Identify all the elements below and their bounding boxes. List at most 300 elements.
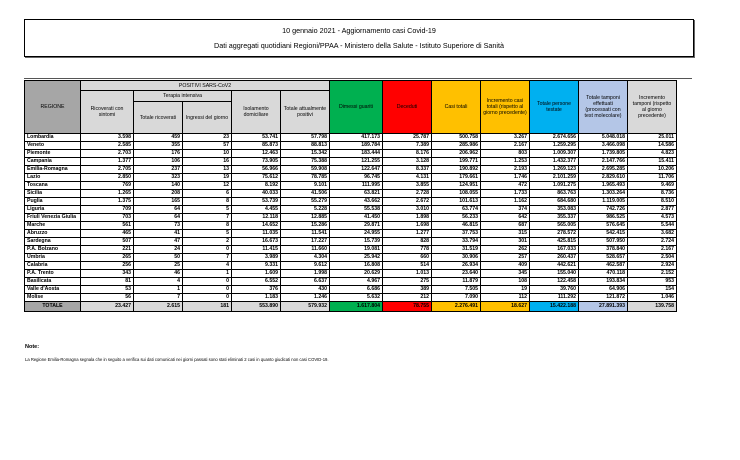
total-ricoverati: 23.427 — [81, 302, 134, 312]
cell-ti-ingressi: 23 — [183, 134, 232, 142]
cell-ricoverati: 2.705 — [81, 166, 134, 174]
total-casi-totali: 2.276.491 — [432, 302, 481, 312]
cell-totale-positivi: 88.813 — [281, 142, 330, 150]
table-row — [25, 278, 677, 286]
cell-incremento-tamponi: 8.736 — [628, 190, 677, 198]
table-row — [25, 262, 677, 270]
cell-deceduti: 3.010 — [383, 206, 432, 214]
table-row — [25, 222, 677, 230]
table-row — [25, 294, 677, 302]
cell-tamponi: 378.840 — [579, 246, 628, 254]
cell-isolamento: 14.652 — [232, 222, 281, 230]
cell-ricoverati: 2.703 — [81, 150, 134, 158]
cell-ti-totale: 46 — [134, 270, 183, 278]
group-header-positivi: POSITIVI SARS-CoV2 — [81, 81, 330, 91]
cell-incremento-tamponi: 8.510 — [628, 198, 677, 206]
cell-incremento-tamponi: 2.152 — [628, 270, 677, 278]
cell-dimessi: 121.255 — [330, 158, 383, 166]
cell-casi-totali: 7.090 — [432, 294, 481, 302]
cell-dimessi: 25.942 — [330, 254, 383, 262]
table-top-rule — [24, 78, 692, 79]
region-name-cell: P.A. Bolzano — [25, 246, 81, 254]
cell-totale-positivi: 5.228 — [281, 206, 330, 214]
cell-deceduti: 1.698 — [383, 222, 432, 230]
cell-totale-positivi: 1.246 — [281, 294, 330, 302]
col-header-isolamento: Isolamento domiciliare — [232, 91, 281, 134]
cell-tamponi: 2.695.285 — [579, 166, 628, 174]
cell-casi-totali: 7.505 — [432, 286, 481, 294]
cell-casi-totali: 33.794 — [432, 238, 481, 246]
cell-totale-positivi: 9.101 — [281, 182, 330, 190]
region-name-cell: Veneto — [25, 142, 81, 150]
region-name-cell: Basilicata — [25, 278, 81, 286]
cell-ti-ingressi: 0 — [183, 278, 232, 286]
cell-persone-testate: 122.458 — [530, 278, 579, 286]
cell-persone-testate: 39.760 — [530, 286, 579, 294]
cell-incremento-tamponi: 1.046 — [628, 294, 677, 302]
cell-isolamento: 73.905 — [232, 158, 281, 166]
cell-persone-testate: 1.009.307 — [530, 150, 579, 158]
cell-ti-totale: 25 — [134, 262, 183, 270]
cell-persone-testate: 155.040 — [530, 270, 579, 278]
cell-dimessi: 5.632 — [330, 294, 383, 302]
cell-incremento-tamponi: 953 — [628, 278, 677, 286]
cell-ti-totale: 64 — [134, 214, 183, 222]
cell-persone-testate: 260.437 — [530, 254, 579, 262]
cell-isolamento: 11.035 — [232, 230, 281, 238]
region-name-cell: Toscana — [25, 182, 81, 190]
col-header-dimessi: Dimessi guariti — [330, 81, 383, 134]
cell-dimessi: 417.173 — [330, 134, 383, 142]
region-name-cell: Lazio — [25, 174, 81, 182]
cell-ti-ingressi: 0 — [183, 286, 232, 294]
cell-incremento-tamponi: 5.544 — [628, 222, 677, 230]
cell-incremento-casi: 642 — [481, 214, 530, 222]
cell-casi-totali: 108.055 — [432, 190, 481, 198]
cell-ti-totale: 176 — [134, 150, 183, 158]
cell-tamponi: 3.466.098 — [579, 142, 628, 150]
cell-incremento-tamponi: 25.011 — [628, 134, 677, 142]
cell-persone-testate: 2.101.259 — [530, 174, 579, 182]
col-header-ti-ingressi: Ingressi del giorno — [183, 102, 232, 134]
cell-incremento-tamponi: 10.206 — [628, 166, 677, 174]
cell-totale-positivi: 57.798 — [281, 134, 330, 142]
cell-persone-testate: 442.621 — [530, 262, 579, 270]
notes-label: Note: — [25, 344, 40, 350]
cell-casi-totali: 206.962 — [432, 150, 481, 158]
cell-ti-totale: 106 — [134, 158, 183, 166]
cell-casi-totali: 46.815 — [432, 222, 481, 230]
cell-ti-ingressi: 10 — [183, 150, 232, 158]
region-name-cell: P.A. Trento — [25, 270, 81, 278]
notes-text: La Regione Emilia-Romagna segnala che in seguito a verifica sui dati comunicati nei giorni passati sono stati eliminati 2 casi in quanto giudicati non casi COVID-19. — [25, 357, 329, 362]
cell-persone-testate: 1.432.377 — [530, 158, 579, 166]
table-row — [25, 206, 677, 214]
cell-isolamento: 3.989 — [232, 254, 281, 262]
col-header-persone-testate: Totale persone testate — [530, 81, 579, 134]
cell-dimessi: 6.686 — [330, 286, 383, 294]
region-name-cell: Sicilia — [25, 190, 81, 198]
report-title-box — [24, 19, 694, 57]
cell-totale-positivi: 17.227 — [281, 238, 330, 246]
cell-incremento-casi: 374 — [481, 206, 530, 214]
region-name-cell: Molise — [25, 294, 81, 302]
table-row — [25, 254, 677, 262]
cell-ti-totale: 208 — [134, 190, 183, 198]
cell-incremento-tamponi: 15.411 — [628, 158, 677, 166]
cell-totale-positivi: 1.998 — [281, 270, 330, 278]
total-persone-testate: 15.422.188 — [530, 302, 579, 312]
cell-tamponi: 1.739.805 — [579, 150, 628, 158]
cell-casi-totali: 63.774 — [432, 206, 481, 214]
region-name-cell: Marche — [25, 222, 81, 230]
cell-ricoverati: 3.598 — [81, 134, 134, 142]
cell-ti-ingressi: 16 — [183, 158, 232, 166]
cell-casi-totali: 30.906 — [432, 254, 481, 262]
cell-dimessi: 16.808 — [330, 262, 383, 270]
table-row — [25, 182, 677, 190]
cell-deceduti: 3.128 — [383, 158, 432, 166]
cell-incremento-casi: 108 — [481, 278, 530, 286]
cell-isolamento: 75.612 — [232, 174, 281, 182]
cell-casi-totali: 11.879 — [432, 278, 481, 286]
cell-ti-totale: 323 — [134, 174, 183, 182]
region-name-cell: Umbria — [25, 254, 81, 262]
region-name-cell: Friuli Venezia Giulia — [25, 214, 81, 222]
cell-incremento-tamponi: 154 — [628, 286, 677, 294]
cell-ti-ingressi: 7 — [183, 254, 232, 262]
table-row — [25, 142, 677, 150]
region-name-cell: Valle d'Aosta — [25, 286, 81, 294]
cell-incremento-casi: 19 — [481, 286, 530, 294]
cell-ti-ingressi: 5 — [183, 206, 232, 214]
cell-deceduti: 1.277 — [383, 230, 432, 238]
cell-ricoverati: 81 — [81, 278, 134, 286]
cell-isolamento: 11.415 — [232, 246, 281, 254]
cell-ricoverati: 343 — [81, 270, 134, 278]
col-header-regione: REGIONE — [25, 81, 81, 134]
total-tamponi: 27.891.393 — [579, 302, 628, 312]
totals-label: TOTALE — [25, 302, 81, 312]
table-body — [25, 134, 677, 312]
cell-incremento-tamponi: 4.823 — [628, 150, 677, 158]
cell-deceduti: 389 — [383, 286, 432, 294]
cell-incremento-casi: 257 — [481, 254, 530, 262]
cell-deceduti: 1.013 — [383, 270, 432, 278]
table-row — [25, 238, 677, 246]
cell-persone-testate: 2.674.656 — [530, 134, 579, 142]
region-name-cell: Piemonte — [25, 150, 81, 158]
cell-deceduti: 4.131 — [383, 174, 432, 182]
col-header-incremento-tamponi: Incremento tamponi (rispetto al giorno precedente) — [628, 81, 677, 134]
col-header-ricoverati: Ricoverati con sintomi — [81, 91, 134, 134]
cell-ricoverati: 53 — [81, 286, 134, 294]
cell-incremento-casi: 1.733 — [481, 190, 530, 198]
table-row — [25, 158, 677, 166]
cell-deceduti: 275 — [383, 278, 432, 286]
cell-ti-totale: 355 — [134, 142, 183, 150]
cell-deceduti: 3.855 — [383, 182, 432, 190]
cell-ricoverati: 2.585 — [81, 142, 134, 150]
total-totale-positivi: 579.932 — [281, 302, 330, 312]
cell-isolamento: 1.183 — [232, 294, 281, 302]
cell-casi-totali: 124.951 — [432, 182, 481, 190]
cell-ricoverati: 1.375 — [81, 198, 134, 206]
cell-isolamento: 16.673 — [232, 238, 281, 246]
cell-isolamento: 8.192 — [232, 182, 281, 190]
region-name-cell: Liguria — [25, 206, 81, 214]
cell-casi-totali: 31.519 — [432, 246, 481, 254]
cell-tamponi: 462.587 — [579, 262, 628, 270]
cell-incremento-casi: 472 — [481, 182, 530, 190]
cell-persone-testate: 863.763 — [530, 190, 579, 198]
cell-ti-ingressi: 5 — [183, 230, 232, 238]
cell-tamponi: 470.118 — [579, 270, 628, 278]
cell-incremento-casi: 687 — [481, 222, 530, 230]
cell-dimessi: 20.629 — [330, 270, 383, 278]
cell-ricoverati: 2.850 — [81, 174, 134, 182]
cell-deceduti: 212 — [383, 294, 432, 302]
col-header-incremento-casi: Incremento casi totali (rispetto al giorno precedente) — [481, 81, 530, 134]
cell-isolamento: 4.455 — [232, 206, 281, 214]
cell-incremento-casi: 301 — [481, 238, 530, 246]
cell-tamponi: 64.906 — [579, 286, 628, 294]
cell-tamponi: 193.834 — [579, 278, 628, 286]
cell-dimessi: 96.745 — [330, 174, 383, 182]
cell-ti-totale: 4 — [134, 278, 183, 286]
group-header-terapia-intensiva: Terapia intensiva — [134, 91, 232, 102]
cell-ti-ingressi: 8 — [183, 222, 232, 230]
cell-incremento-tamponi: 2.877 — [628, 206, 677, 214]
cell-isolamento: 9.331 — [232, 262, 281, 270]
cell-dimessi: 55.538 — [330, 206, 383, 214]
cell-incremento-tamponi: 3.682 — [628, 230, 677, 238]
cell-totale-positivi: 78.785 — [281, 174, 330, 182]
cell-deceduti: 1.898 — [383, 214, 432, 222]
cell-totale-positivi: 11.660 — [281, 246, 330, 254]
cell-dimessi: 15.739 — [330, 238, 383, 246]
cell-deceduti: 514 — [383, 262, 432, 270]
cell-incremento-casi: 2.167 — [481, 142, 530, 150]
cell-isolamento: 1.609 — [232, 270, 281, 278]
cell-totale-positivi: 55.279 — [281, 198, 330, 206]
cell-incremento-tamponi: 11.706 — [628, 174, 677, 182]
table-row — [25, 150, 677, 158]
cell-tamponi: 5.048.018 — [579, 134, 628, 142]
col-header-totale-positivi: Totale attualmente positivi — [281, 91, 330, 134]
cell-ti-totale: 41 — [134, 230, 183, 238]
table-row — [25, 174, 677, 182]
cell-totale-positivi: 430 — [281, 286, 330, 294]
cell-persone-testate: 111.292 — [530, 294, 579, 302]
cell-persone-testate: 355.337 — [530, 214, 579, 222]
cell-ti-ingressi: 2 — [183, 238, 232, 246]
cell-ricoverati: 507 — [81, 238, 134, 246]
region-name-cell: Abruzzo — [25, 230, 81, 238]
cell-incremento-casi: 1.253 — [481, 158, 530, 166]
region-name-cell: Sardegna — [25, 238, 81, 246]
cell-isolamento: 376 — [232, 286, 281, 294]
cell-dimessi: 183.444 — [330, 150, 383, 158]
cell-totale-positivi: 75.388 — [281, 158, 330, 166]
cell-incremento-casi: 2.193 — [481, 166, 530, 174]
cell-ti-totale: 24 — [134, 246, 183, 254]
table-row — [25, 270, 677, 278]
cell-incremento-casi: 315 — [481, 230, 530, 238]
cell-persone-testate: 1.269.123 — [530, 166, 579, 174]
cell-ti-totale: 237 — [134, 166, 183, 174]
total-incremento-tamponi: 139.758 — [628, 302, 677, 312]
cell-persone-testate: 684.680 — [530, 198, 579, 206]
cell-ti-ingressi: 13 — [183, 166, 232, 174]
cell-ti-ingressi: 4 — [183, 262, 232, 270]
cell-deceduti: 660 — [383, 254, 432, 262]
cell-casi-totali: 56.233 — [432, 214, 481, 222]
cell-ricoverati: 561 — [81, 222, 134, 230]
cell-deceduti: 8.337 — [383, 166, 432, 174]
cell-persone-testate: 353.083 — [530, 206, 579, 214]
cell-isolamento: 85.873 — [232, 142, 281, 150]
cell-isolamento: 40.033 — [232, 190, 281, 198]
cell-deceduti: 25.787 — [383, 134, 432, 142]
cell-dimessi: 189.784 — [330, 142, 383, 150]
cell-casi-totali: 23.640 — [432, 270, 481, 278]
cell-incremento-tamponi: 2.924 — [628, 262, 677, 270]
cell-dimessi: 122.647 — [330, 166, 383, 174]
totals-row — [25, 302, 677, 312]
cell-tamponi: 2.147.766 — [579, 158, 628, 166]
cell-ti-ingressi: 8 — [183, 198, 232, 206]
cell-incremento-casi: 409 — [481, 262, 530, 270]
col-header-tamponi: Totale tamponi effettuati (processati con test molecolare) — [579, 81, 628, 134]
cell-incremento-casi: 3.267 — [481, 134, 530, 142]
cell-tamponi: 986.525 — [579, 214, 628, 222]
cell-incremento-casi: 1.746 — [481, 174, 530, 182]
cell-ti-totale: 7 — [134, 294, 183, 302]
cell-ti-totale: 1 — [134, 286, 183, 294]
region-name-cell: Lombardia — [25, 134, 81, 142]
cell-ti-ingressi: 6 — [183, 190, 232, 198]
cell-ti-totale: 165 — [134, 198, 183, 206]
cell-incremento-tamponi: 4.573 — [628, 214, 677, 222]
cell-tamponi: 542.415 — [579, 230, 628, 238]
cell-totale-positivi: 4.304 — [281, 254, 330, 262]
cell-persone-testate: 1.259.295 — [530, 142, 579, 150]
report-subtitle: Dati aggregati quotidiani Regioni/PPAA - Ministero della Salute - Istituto Superiore di Sanità — [214, 41, 504, 50]
cell-casi-totali: 26.934 — [432, 262, 481, 270]
cell-ti-ingressi: 7 — [183, 214, 232, 222]
table-row — [25, 134, 677, 142]
cell-totale-positivi: 41.506 — [281, 190, 330, 198]
cell-persone-testate: 1.091.275 — [530, 182, 579, 190]
covid-data-table — [24, 80, 677, 312]
cell-ricoverati: 56 — [81, 294, 134, 302]
cell-persone-testate: 425.815 — [530, 238, 579, 246]
cell-isolamento: 53.741 — [232, 134, 281, 142]
cell-incremento-tamponi: 9.469 — [628, 182, 677, 190]
cell-incremento-casi: 803 — [481, 150, 530, 158]
cell-ti-ingressi: 19 — [183, 174, 232, 182]
cell-tamponi: 528.657 — [579, 254, 628, 262]
report-title: 10 gennaio 2021 - Aggiornamento casi Covid-19 — [282, 26, 436, 35]
region-name-cell: Emilia-Romagna — [25, 166, 81, 174]
table-row — [25, 198, 677, 206]
cell-incremento-casi: 112 — [481, 294, 530, 302]
table-row — [25, 166, 677, 174]
cell-incremento-casi: 262 — [481, 246, 530, 254]
cell-deceduti: 828 — [383, 238, 432, 246]
col-header-deceduti: Deceduti — [383, 81, 432, 134]
col-header-ti-totale: Totale ricoverati — [134, 102, 183, 134]
cell-ricoverati: 769 — [81, 182, 134, 190]
cell-incremento-casi: 345 — [481, 270, 530, 278]
cell-casi-totali: 199.771 — [432, 158, 481, 166]
cell-casi-totali: 179.661 — [432, 174, 481, 182]
total-ti-totale: 2.615 — [134, 302, 183, 312]
cell-ricoverati: 256 — [81, 262, 134, 270]
cell-casi-totali: 285.986 — [432, 142, 481, 150]
cell-dimessi: 24.955 — [330, 230, 383, 238]
cell-dimessi: 4.967 — [330, 278, 383, 286]
cell-tamponi: 1.965.493 — [579, 182, 628, 190]
cell-ti-ingressi: 1 — [183, 270, 232, 278]
cell-ti-ingressi: 0 — [183, 246, 232, 254]
cell-totale-positivi: 9.612 — [281, 262, 330, 270]
total-dimessi: 1.617.804 — [330, 302, 383, 312]
cell-tamponi: 121.872 — [579, 294, 628, 302]
cell-incremento-tamponi: 14.586 — [628, 142, 677, 150]
cell-deceduti: 2.672 — [383, 198, 432, 206]
cell-incremento-tamponi: 2.724 — [628, 238, 677, 246]
table-row — [25, 214, 677, 222]
cell-casi-totali: 37.753 — [432, 230, 481, 238]
total-isolamento: 553.890 — [232, 302, 281, 312]
cell-totale-positivi: 59.908 — [281, 166, 330, 174]
cell-tamponi: 2.829.610 — [579, 174, 628, 182]
cell-ricoverati: 709 — [81, 206, 134, 214]
cell-incremento-casi: 1.162 — [481, 198, 530, 206]
region-name-cell: Campania — [25, 158, 81, 166]
cell-ti-ingressi: 0 — [183, 294, 232, 302]
cell-ti-ingressi: 57 — [183, 142, 232, 150]
cell-deceduti: 7.389 — [383, 142, 432, 150]
cell-totale-positivi: 15.286 — [281, 222, 330, 230]
table-row — [25, 246, 677, 254]
cell-casi-totali: 101.613 — [432, 198, 481, 206]
cell-totale-positivi: 6.637 — [281, 278, 330, 286]
cell-dimessi: 29.871 — [330, 222, 383, 230]
cell-totale-positivi: 15.342 — [281, 150, 330, 158]
cell-isolamento: 12.463 — [232, 150, 281, 158]
cell-dimessi: 63.821 — [330, 190, 383, 198]
cell-tamponi: 1.119.005 — [579, 198, 628, 206]
region-name-cell: Calabria — [25, 262, 81, 270]
cell-incremento-tamponi: 2.167 — [628, 246, 677, 254]
cell-tamponi: 507.950 — [579, 238, 628, 246]
total-deceduti: 78.755 — [383, 302, 432, 312]
cell-ricoverati: 1.377 — [81, 158, 134, 166]
cell-tamponi: 1.303.264 — [579, 190, 628, 198]
cell-dimessi: 19.081 — [330, 246, 383, 254]
total-incremento-casi: 18.627 — [481, 302, 530, 312]
cell-incremento-tamponi: 2.504 — [628, 254, 677, 262]
cell-deceduti: 2.728 — [383, 190, 432, 198]
cell-ricoverati: 221 — [81, 246, 134, 254]
cell-dimessi: 41.450 — [330, 214, 383, 222]
cell-tamponi: 742.726 — [579, 206, 628, 214]
cell-isolamento: 12.118 — [232, 214, 281, 222]
cell-ti-totale: 64 — [134, 206, 183, 214]
